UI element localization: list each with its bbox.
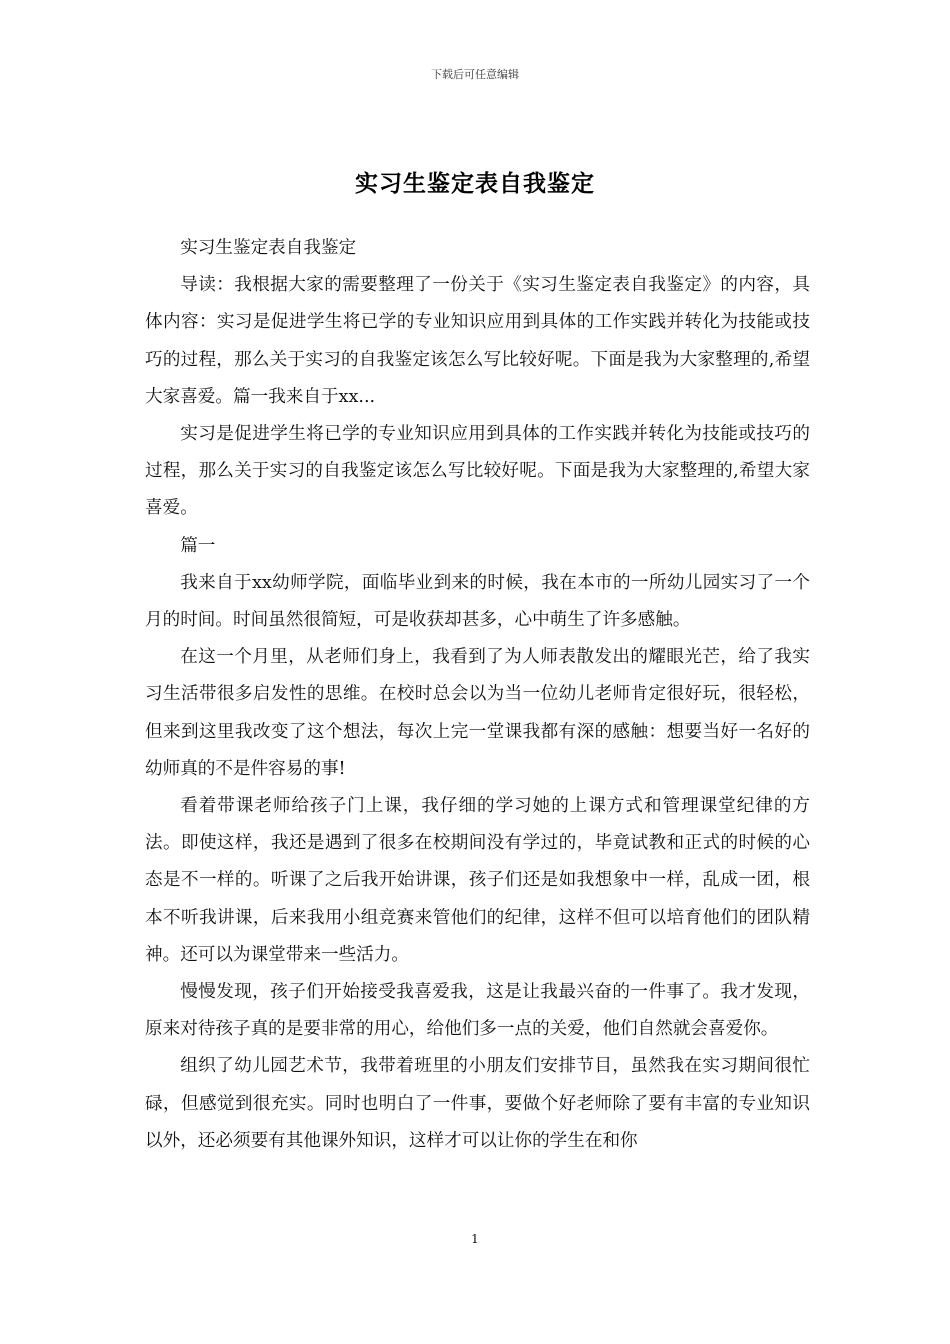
paragraph-subtitle: 实习生鉴定表自我鉴定 — [180, 238, 357, 258]
page-header-note: 下载后可任意编辑 — [431, 68, 519, 81]
paragraph: 在这一个月里，从老师们身上，我看到了为人师表散发出的耀眼光芒，给了我实习生活带很多启发性的思维。在校时总会以为当一位幼儿老师肯定很好玩，很轻松，但来到这里我改变了这个想法，每次上完一堂课我都有深的感触：想要当好一名好的幼师真的不是件容易的事! — [145, 647, 810, 779]
section-heading: 篇一 — [180, 535, 216, 556]
paragraph: 我来自于xx幼师学院，面临毕业到来的时候，我在本市的一所幼儿园实习了一个月的时间。时间虽然很简短，可是收获却甚多，心中萌生了许多感触。 — [145, 572, 810, 631]
paragraph-intro: 导读：我根据大家的需要整理了一份关于《实习生鉴定表自我鉴定》的内容，具体内容：实习是促进学生将已学的专业知识应用到具体的工作实践并转化为技能或技巧的过程，那么关于实习的自我鉴定该怎么写比较好呢。下面是我为大家整理的,希望大家喜爱。篇一我来自于xx... — [145, 275, 810, 407]
paragraph: 看着带课老师给孩子门上课，我仔细的学习她的上课方式和管理课堂纪律的方法。即使这样，我还是遇到了很多在校期间没有学过的，毕竟试教和正式的时候的心态是不一样的。听课了之后我开始讲课，孩子们还是如我想象中一样，乱成一团，根本不听我讲课，后来我用小组竞赛来管他们的纪律，这样不但可以培育他们的团队精神。还可以为课堂带来一些活力。 — [145, 796, 810, 965]
page-number: 1 — [471, 1232, 479, 1246]
document-title: 实习生鉴定表自我鉴定 — [355, 170, 595, 198]
paragraph: 慢慢发现，孩子们开始接受我喜爱我，这是让我最兴奋的一件事了。我才发现，原来对待孩子真的是要非常的用心，给他们多一点的关爱，他们自然就会喜爱你。 — [145, 982, 810, 1040]
document-body — [145, 230, 810, 1160]
paragraph: 组织了幼儿园艺术节，我带着班里的小朋友们安排节目，虽然我在实习期间很忙碌，但感觉到很充实。同时也明白了一件事，要做个好老师除了要有丰富的专业知识以外，还必须要有其他课外知识，这样才可以让你的学生在和你 — [145, 1056, 810, 1151]
paragraph: 实习是促进学生将已学的专业知识应用到具体的工作实践并转化为技能或技巧的过程，那么关于实习的自我鉴定该怎么写比较好呢。下面是我为大家整理的,希望大家喜爱。 — [145, 424, 810, 519]
